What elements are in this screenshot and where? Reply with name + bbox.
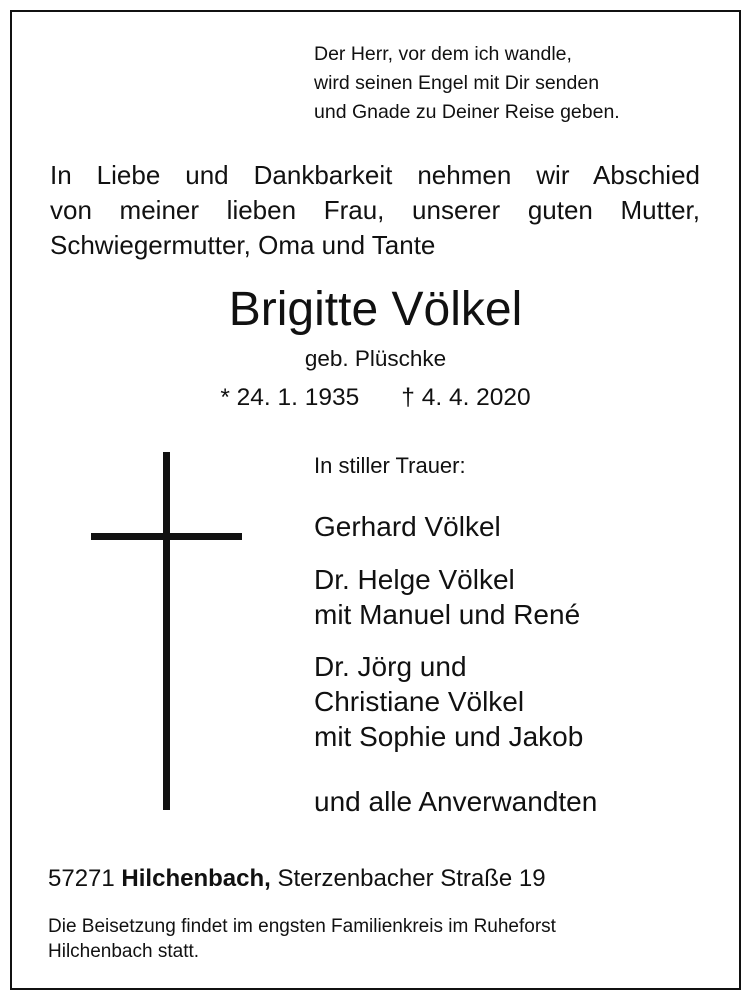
deceased-name: Brigitte Völkel bbox=[228, 283, 523, 336]
cross-horizontal-bar bbox=[91, 533, 242, 540]
verse-line: Der Herr, vor dem ich wandle, bbox=[314, 43, 572, 65]
obituary-notice bbox=[10, 10, 741, 990]
life-dates bbox=[12, 382, 739, 414]
family-address bbox=[48, 864, 546, 894]
birth-date: * 24. 1. 1935 bbox=[220, 384, 360, 411]
verse-line: und Gnade zu Deiner Reise geben. bbox=[314, 101, 620, 123]
mourner-entry bbox=[314, 649, 583, 754]
cross-vertical-bar bbox=[163, 452, 170, 810]
mourners-heading: In stiller Trauer: bbox=[314, 453, 466, 478]
farewell-line: von meiner lieben Frau, unserer guten Mutter, bbox=[50, 195, 700, 225]
mourner-line: mit Manuel und René bbox=[314, 599, 581, 630]
mourner-line: Dr. Jörg und bbox=[314, 651, 467, 682]
mourner-line: Christiane Völkel bbox=[314, 686, 525, 717]
postcode: 57271 bbox=[48, 865, 115, 892]
mourner-line: und alle Anverwandten bbox=[314, 786, 598, 817]
burial-note bbox=[48, 914, 556, 964]
farewell-line: Schwiegermutter, Oma und Tante bbox=[50, 230, 436, 260]
burial-line: Die Beisetzung findet im engsten Familienkreis im Ruheforst bbox=[48, 916, 556, 937]
mourner-line: Gerhard Völkel bbox=[314, 511, 501, 542]
burial-line: Hilchenbach statt. bbox=[48, 941, 200, 962]
street: Sterzenbacher Straße 19 bbox=[277, 865, 546, 892]
death-date: † 4. 4. 2020 bbox=[401, 384, 531, 411]
farewell-line: In Liebe und Dankbarkeit nehmen wir Abschied bbox=[50, 160, 700, 190]
mourner-entry bbox=[314, 562, 580, 632]
maiden-name: geb. Plüschke bbox=[304, 346, 447, 371]
mourner-line: Dr. Helge Völkel bbox=[314, 564, 515, 595]
farewell-text bbox=[50, 158, 700, 263]
bible-verse bbox=[314, 40, 620, 127]
verse-line: wird seinen Engel mit Dir senden bbox=[314, 72, 600, 94]
city: Hilchenbach, bbox=[121, 865, 271, 892]
mourner-line: mit Sophie und Jakob bbox=[314, 721, 584, 752]
mourner-entry bbox=[314, 784, 597, 819]
mourner-entry bbox=[314, 509, 501, 544]
